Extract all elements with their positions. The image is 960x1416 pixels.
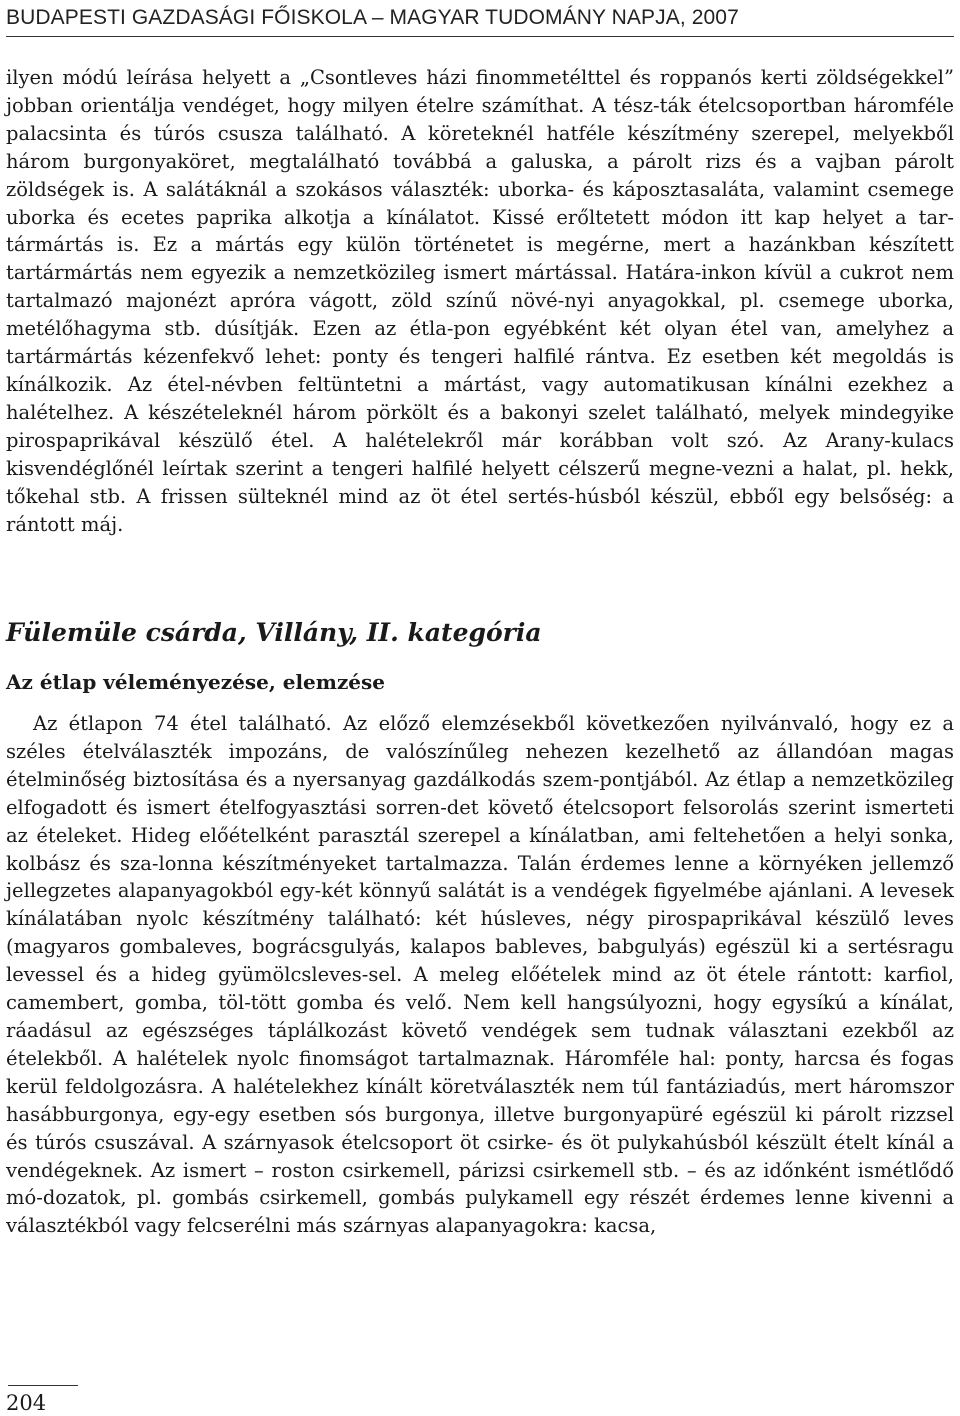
footer-divider: [8, 1385, 78, 1386]
body-paragraph: ilyen módú leírása helyett a „Csontleves házi finommetélttel és roppanós kerti zöldségekkel” jobban orientálja vendéget, hogy milyen ételre számíthat. A tész-ták ételcsoportban háromféle palacsinta és túrós csusza található. A köreteknél hatféle készítmény szerepel, melyekből három burgonyaköret, megtalálható továbbá a galuska, a párolt rizs és a vajban párolt zöldségek is. A salátáknál a szokásos választék: uborka- és káposztasaláta, valamint csemege uborka és ecetes paprika alkotja a kínálatot. Kissé erőltetett módon itt kap helyet a tar-tármártás is. Ez a mártás egy külön történetet is megérne, mert a hazánkban készített tartármártás nem egyezik a nemzetközileg ismert mártással. Határa-inkon kívül a cukrot nem tartalmazó majonézt apróra vágott, zöld színű növé-nyi anyagokkal, pl. csemege uborka, metélőhagyma stb. dúsítják. Ezen az étla-pon egyébként két olyan étel van, amelyhez a tartármártás kézenfekvő lehet: ponty és tengeri halfilé rántva. Ez esetben két megoldás is kínálkozik. Az étel-névben feltüntetni a mártást, vagy automatikusan kínálni ezekhez a halételhez. A készételeknél három pörkölt és a bakonyi szelet található, melyek mindegyike pirospaprikával készülő étel. A halételekről már korábban volt szó. Az Arany-kulacs kisvendéglőnél leírtak szerint a tengeri halfilé helyett célszerű megne-vezni a halat, pl. hekk, tőkehal stb. A frissen sülteknél mind az öt étel sertés-húsból készül, ebből egy belsőség: a rántott máj.: [6, 66, 954, 536]
header-divider: [6, 36, 954, 37]
subsection-title: Az étlap véleményezése, elemzése: [6, 670, 386, 694]
body-paragraph: Az étlapon 74 étel található. Az előző elemzésekből következően nyilvánvaló, hogy ez a széles ételválaszték impozáns, de valószínűleg nehezen kezelhető az állandóan magas ételminőség biztosítása és a nyersanyag gazdálkodás szem-pontjából. Az étlap a nemzetközileg elfogadott és ismert ételfogyasztási sorren-det követő ételcsoport felsorolás szerint ismerteti az ételeket. Hideg előételként parasztál szerepel a kínálatban, ami feltehetően a helyi sonka, kolbász és sza-lonna készítményeket tartalmazza. Talán érdemes lenne a környéken jellemző jellegzetes alapanyagokból egy-két könnyű salátát is a vendégek figyelmébe ajánlani. A levesek kínálatában nyolc készítmény található: két húsleves, négy pirospaprikával készülő leves (magyaros gombaleves, bográcsgulyás, kalapos bableves, babgulyás) egészül ki a sertésragu levessel és a hideg gyümölcsleves-sel. A meleg előételek mind az öt étele rántott: karfiol, camembert, gomba, töl-tött gomba és velő. Nem kell hangsúlyozni, hogy egysíkú a kínálat, ráadásul az egészséges táplálkozást követő vendégek sem tudnak választani ezekből az ételekből. A halételek nyolc finomságot tartalmaznak. Háromféle hal: ponty, harcsa és fogas kerül feldolgozásra. A halételekhez kínált köretválaszték nem túl fantáziadús, mert háromszor hasábburgonya, egy-egy esetben sós burgonya, illetve burgonyapüré egészül ki párolt rizzsel és túrós csuszával. A szárnyasok ételcsoport öt csirke- és öt pulykahúsból készült ételt kínál a vendégeknek. Az ismert – roston csirkemell, párizsi csirkemell stb. – és az időnként ismétlődő mó-dozatok, pl. gombás csirkemell, gombás pulykamell egy részét érdemes lenne kivenni a választékból vagy felcserélni más szárnyas alapanyagokra: kacsa,: [6, 712, 954, 1238]
section-title: Fülemüle csárda, Villány, II. kategória: [6, 618, 542, 647]
running-header: BUDAPESTI GAZDASÁGI FŐISKOLA – MAGYAR TUDOMÁNY NAPJA, 2007: [6, 6, 739, 29]
page-number: 204: [6, 1391, 47, 1415]
